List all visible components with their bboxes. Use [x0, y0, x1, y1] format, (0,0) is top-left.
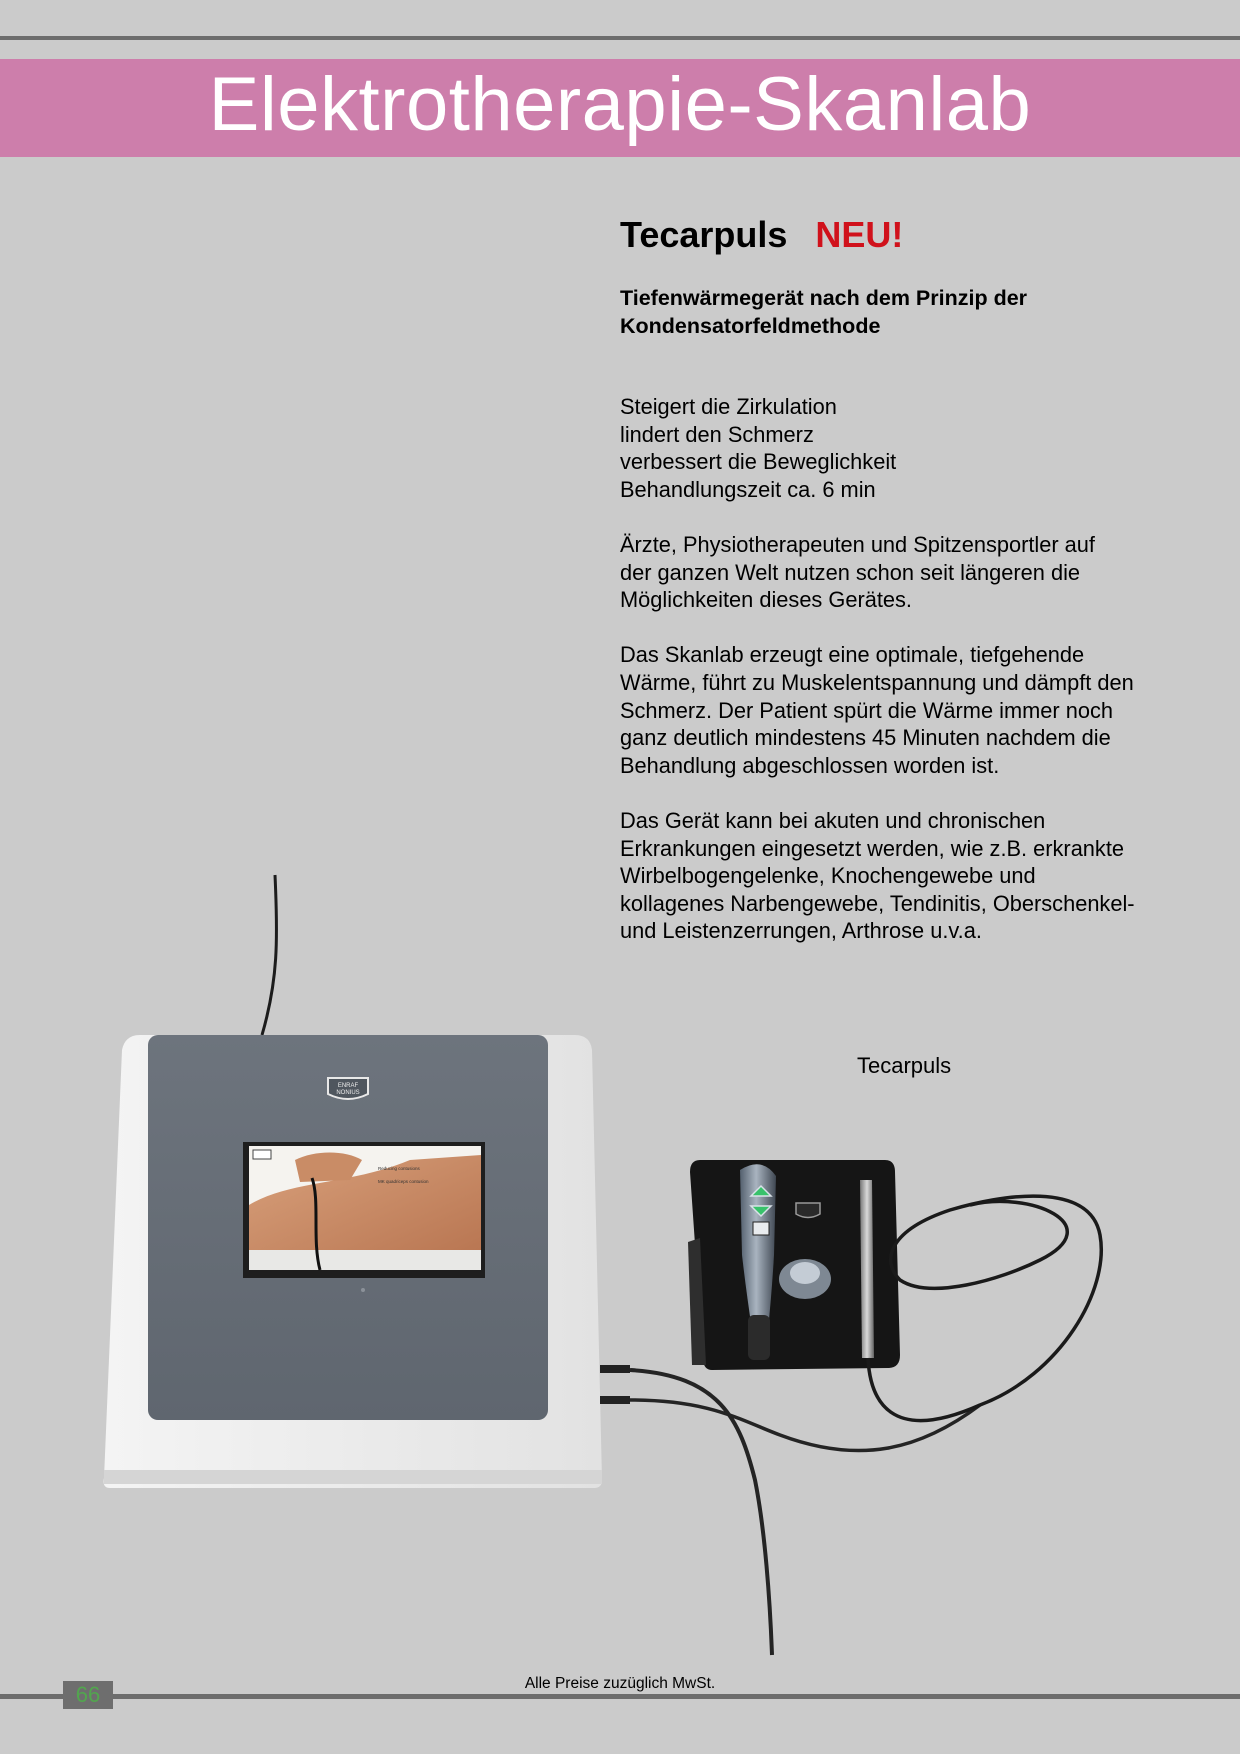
capacitive-electrode-top	[790, 1262, 820, 1284]
paragraph-usage	[620, 531, 1180, 614]
screen-line-2: MK quadriceps contusion	[378, 1179, 429, 1184]
top-rule	[0, 36, 1240, 40]
page-title: Elektrotherapie-Skanlab	[208, 62, 1032, 147]
resistive-rod	[860, 1180, 874, 1358]
screen-indicator-dot	[361, 1288, 365, 1292]
screen-logo-icon	[253, 1150, 271, 1159]
nonius-logo-text: NONIUS	[336, 1090, 360, 1096]
handpiece-start-button-icon	[753, 1222, 769, 1235]
antenna-cable	[262, 875, 277, 1035]
enraf-logo-text: ENRAF	[337, 1083, 359, 1089]
product-name: Tecarpuls	[620, 214, 788, 255]
screen-line-1: Reducing contusions	[378, 1166, 420, 1171]
screen-photo-table	[249, 1250, 481, 1270]
footer-note: Alle Preise zuzüglich MwSt.	[524, 1675, 716, 1692]
product-subtitle	[620, 284, 1140, 340]
dock-logo	[796, 1203, 820, 1218]
cable-connector	[600, 1365, 630, 1373]
text-line: Behandlung abgeschlossen worden ist.	[620, 752, 1000, 778]
text-line: kollagenes Narbengewebe, Tendinitis, Oberschenkel-	[620, 890, 1135, 916]
footer-rule	[0, 1694, 1240, 1699]
rod-cable	[868, 1196, 1101, 1420]
handpiece-cable	[630, 1370, 772, 1655]
benefit-item: verbessert die Beweglichkeit	[620, 449, 897, 475]
tecarpuls-device-illustration	[100, 860, 1160, 1660]
text-line: Das Skanlab erzeugt eine optimale, tiefgehende	[620, 642, 1085, 668]
handpiece-grip	[748, 1315, 770, 1360]
subtitle-line: Tiefenwärmegerät nach dem Prinzip der	[620, 286, 1028, 310]
paragraph-effect	[620, 641, 1180, 779]
text-line: Erkrankungen eingesetzt werden, wie z.B. erkrankte	[620, 835, 1125, 861]
text-line: Wirbelbogengelenke, Knochengewebe und	[620, 863, 1036, 889]
text-line: der ganzen Welt nutzen schon seit längeren die	[620, 559, 1081, 585]
text-line: Das Gerät kann bei akuten und chronischen	[620, 807, 1046, 833]
text-line: ganz deutlich mindestens 45 Minuten nachdem die	[620, 725, 1111, 751]
page-number: 66	[63, 1681, 113, 1709]
benefit-item: lindert den Schmerz	[620, 421, 814, 447]
main-unit-base-edge	[104, 1470, 602, 1484]
benefit-item: Behandlungszeit ca. 6 min	[620, 476, 876, 502]
benefits-list	[620, 393, 1180, 503]
image-caption: Tecarpuls	[857, 1053, 952, 1078]
text-line: Ärzte, Physiotherapeuten und Spitzensportler auf	[620, 531, 1095, 557]
product-heading	[620, 214, 903, 256]
return-cable	[630, 1400, 980, 1451]
cable-connector	[600, 1396, 630, 1404]
header-band	[0, 59, 1240, 157]
new-badge: NEU!	[815, 214, 904, 255]
text-line: Wärme, führt zu Muskelentspannung und dämpft den	[620, 669, 1134, 695]
text-line: Möglichkeiten dieses Gerätes.	[620, 587, 912, 613]
text-line: Schmerz. Der Patient spürt die Wärme immer noch	[620, 697, 1114, 723]
benefit-item: Steigert die Zirkulation	[620, 394, 837, 419]
subtitle-line: Kondensatorfeldmethode	[620, 314, 881, 338]
enraf-logo	[328, 1078, 368, 1099]
text-line: und Leistenzerrungen, Arthrose u.v.a.	[620, 918, 982, 944]
